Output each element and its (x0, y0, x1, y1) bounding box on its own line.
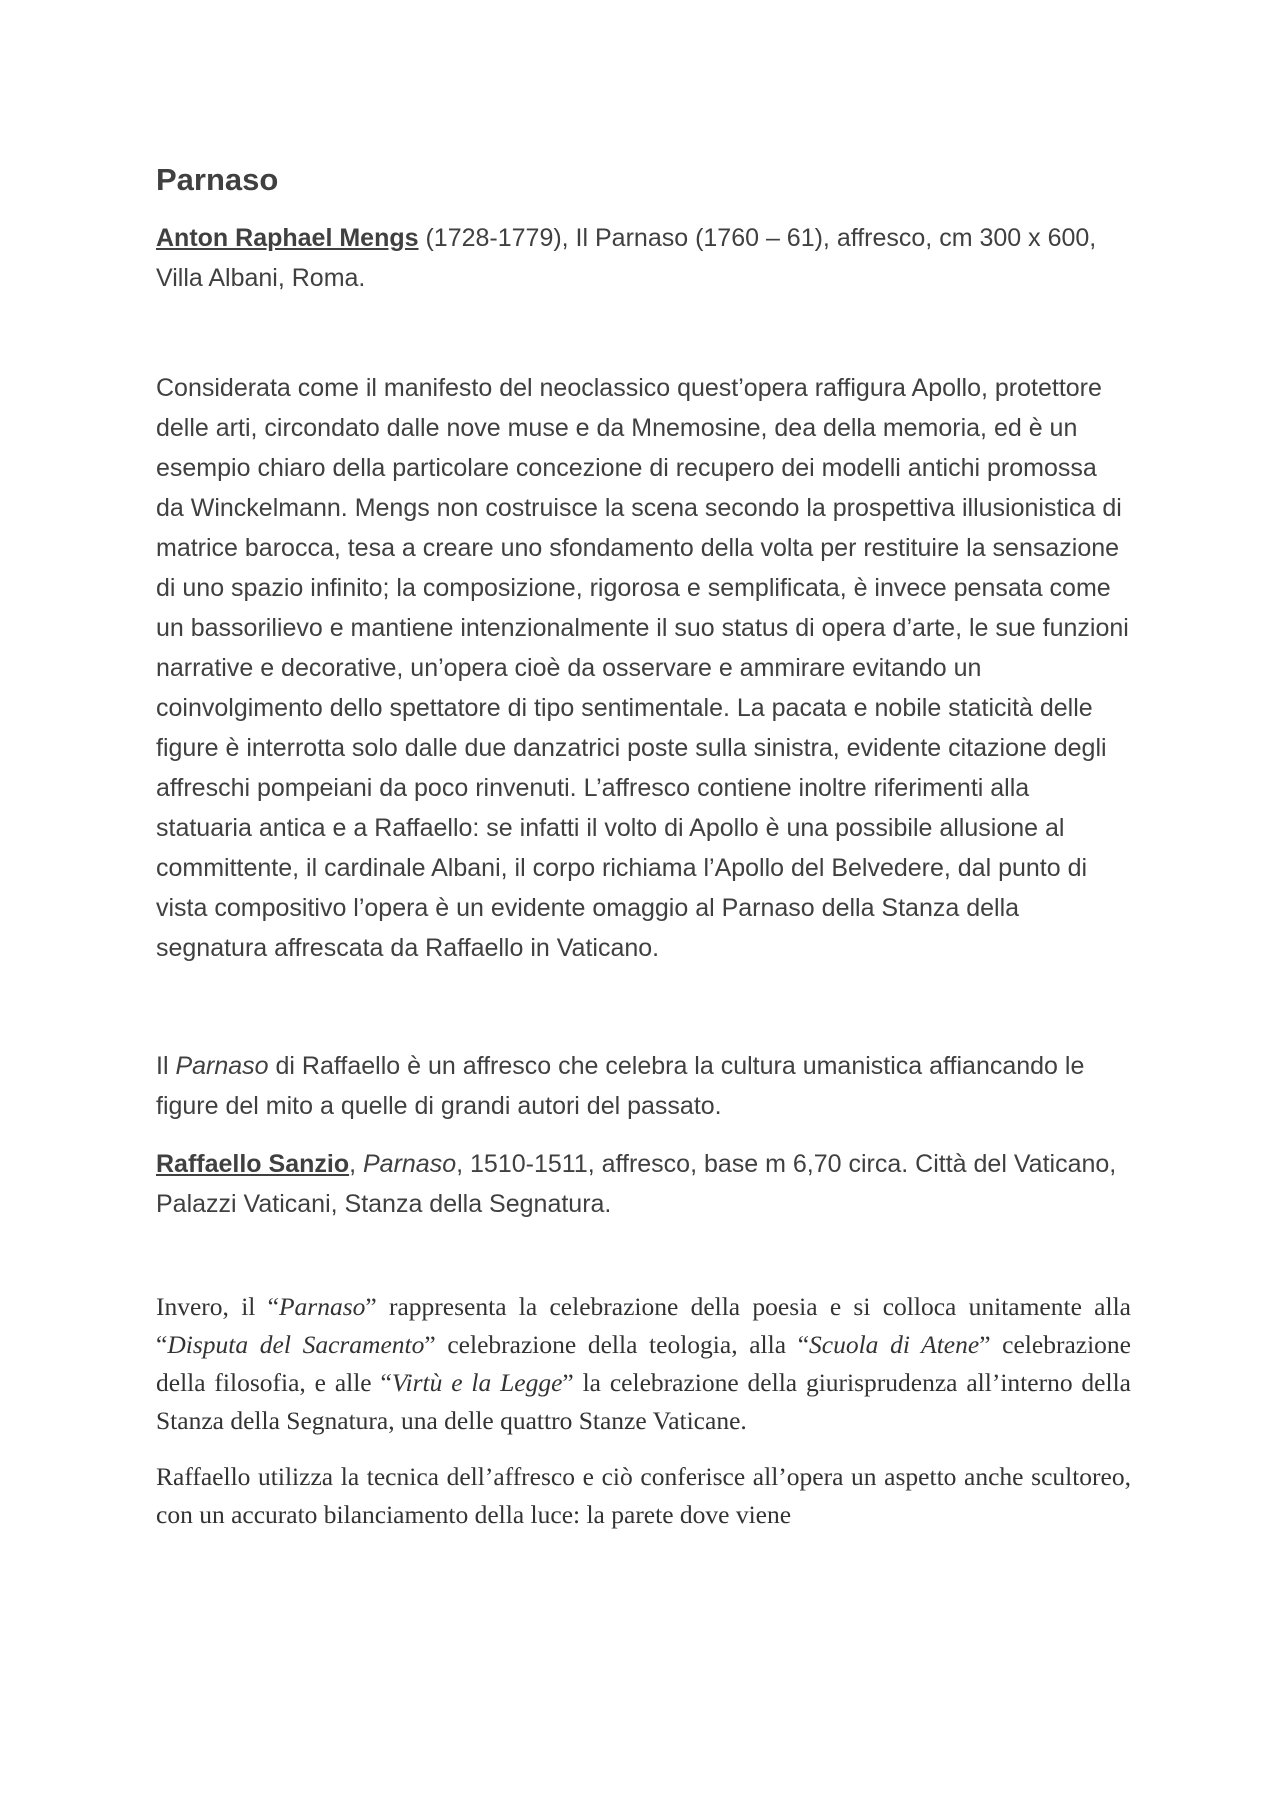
invero-text-4: ” celebrazione della filosofia, e alle “ (156, 1330, 1131, 1397)
invero-italic-2: Disputa del Sacramento (167, 1330, 425, 1359)
invero-italic-3: Scuola di Atene (809, 1330, 980, 1359)
spacer (156, 316, 1131, 368)
raffaello-intro (156, 1046, 1131, 1126)
technique-paragraph: Raffaello utilizza la tecnica dell’affresco e ciò conferisce all’opera un aspetto anche scultoreo, con un accurato bilanciamento della luce: la parete dove viene (156, 1462, 1131, 1529)
raffaello-caption-italic: Parnaso (363, 1150, 457, 1178)
spacer (156, 1242, 1131, 1288)
mengs-description: Considerata come il manifesto del neoclassico quest’opera raffigura Apollo, protettore delle arti, circondato dalle nove muse e da Mnemosine, dea della memoria, ed è un esempio chiaro della particolare concezione di recupero dei modelli antichi promossa da Winckelmann. Mengs non costruisce la scena secondo la prospettiva illusionistica di matrice barocca, tesa a creare uno sfondamento della volta per restituire la sensazione di uno spazio infinito; la composizione, rigorosa e semplificata, è invece pensata come un bassorilievo e mantiene intenzionalmente il suo status di opera d’arte, le sue funzioni narrative e decorative, un’opera cioè da osservare e ammirare evitando un coinvolgimento dello spettatore di tipo sentimentale. La pacata e nobile staticità delle figure è interrotta solo dalle due danzatrici poste sulla sinistra, evidente citazione degli affreschi pompeiani da poco rinvenuti. L’affresco contiene inoltre riferimenti alla statuaria antica e a Raffaello: se infatti il volto di Apollo è una possibile allusione al committente, il cardinale Albani, il corpo richiama l’Apollo del Belvedere, dal punto di vista compositivo l’opera è un evidente omaggio al Parnaso della Stanza della segnatura affrescata da Raffaello in Vaticano. (156, 374, 1129, 962)
invero-italic-4: Virtù e la Legge (391, 1368, 563, 1397)
document-body (156, 160, 1131, 1552)
invero-paragraph (156, 1288, 1131, 1440)
raffaello-author-link[interactable]: Raffaello Sanzio (156, 1150, 350, 1178)
raffaello-caption (156, 1144, 1131, 1224)
page-title: Parnaso (156, 162, 279, 197)
raffaello-intro-italic: Parnaso (175, 1052, 269, 1080)
invero-text-3: ” celebrazione della teologia, alla “ (424, 1330, 810, 1359)
spacer (156, 986, 1131, 1046)
raffaello-caption-sep: , (349, 1150, 363, 1178)
raffaello-intro-prefix: Il (156, 1052, 176, 1080)
mengs-author-link[interactable]: Anton Raphael Mengs (156, 224, 419, 252)
raffaello-caption-rest: , 1510-1511, affresco, base m 6,70 circa. Città del Vaticano, Palazzi Vaticani, Stanza della Segnatura. (156, 1150, 1117, 1218)
raffaello-intro-suffix: di Raffaello è un affresco che celebra la cultura umanistica affiancando le figure del mito a quelle di grandi autori del passato. (156, 1052, 1085, 1120)
invero-italic-1: Parnaso (278, 1292, 366, 1321)
mengs-caption-text: (1728-1779), Il Parnaso (1760 – 61), affresco, cm 300 x 600, Villa Albani, Roma. (156, 224, 1097, 292)
mengs-caption (156, 218, 1131, 298)
invero-text-5: ” la celebrazione della giurisprudenza all’interno della Stanza della Segnatura, una delle quattro Stanze Vaticane. (156, 1368, 1131, 1435)
invero-text-1: Invero, il “ (156, 1292, 279, 1321)
invero-text-2: ” rappresenta la celebrazione della poesia e si colloca unitamente alla “ (156, 1292, 1131, 1359)
